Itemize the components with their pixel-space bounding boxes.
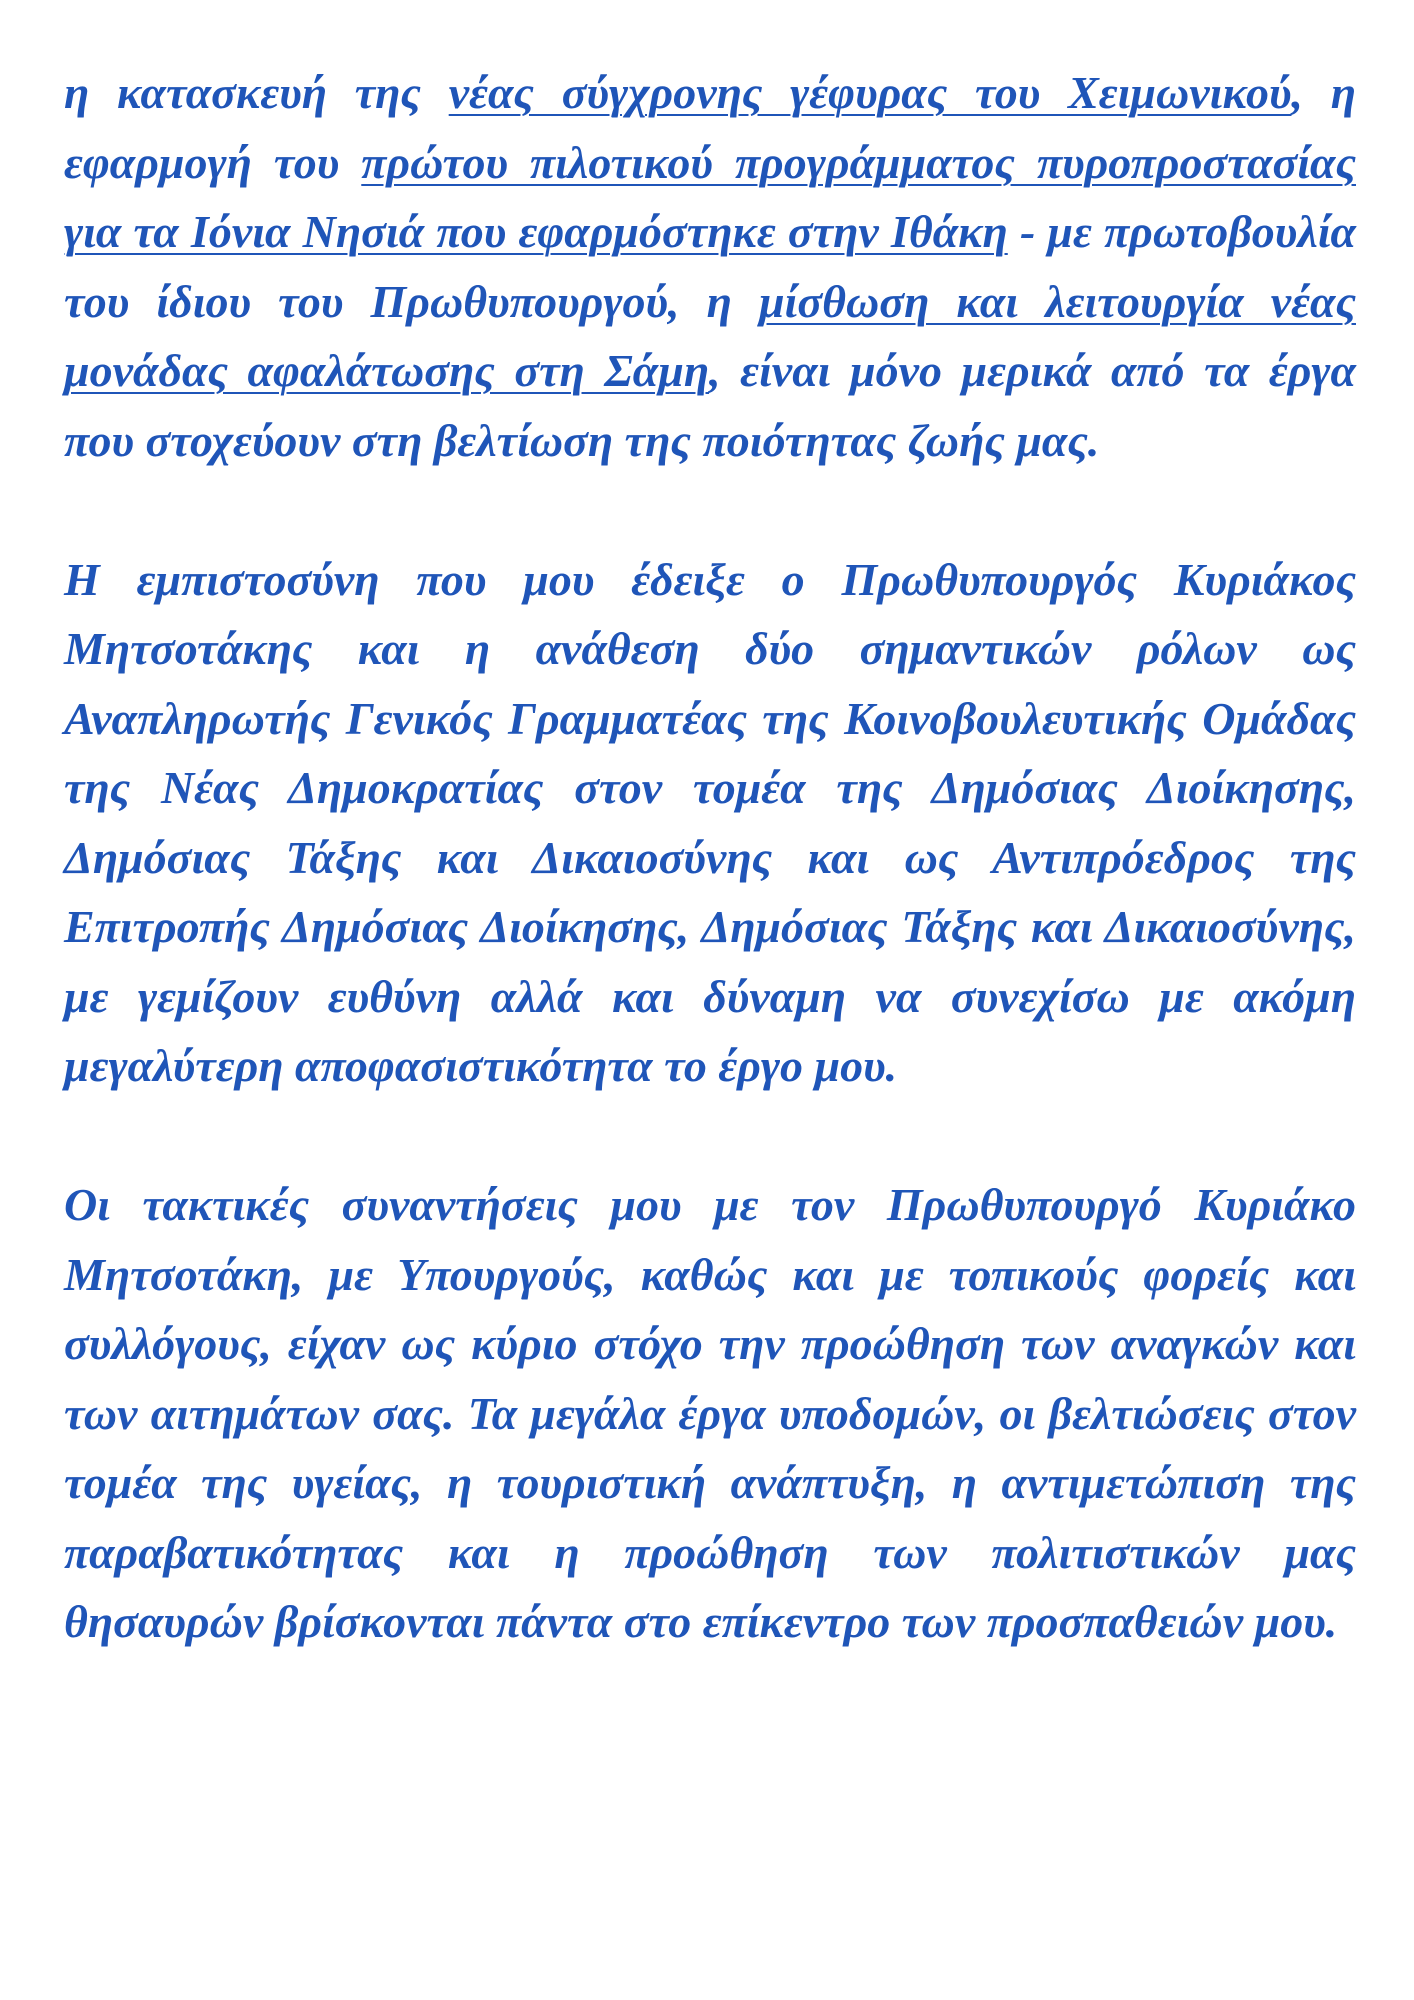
paragraph-projects [64,58,1356,475]
document-page [64,58,1356,1657]
paragraph-trust-roles: Η εμπιστοσύνη που μου έδειξε ο Πρωθυπουργός Κυριάκος Μητσοτάκης και η ανάθεση δύο σημαντικών ρόλων ως Αναπληρωτής Γενικός Γραμματέας της Κοινοβουλευτικής Ομάδας της Νέας Δημοκρατίας στον τομέα της Δημόσιας Διοίκησης, Δημόσιας Τάξης και Δικαιοσύνης και ως Αντιπρόεδρος της Επιτροπής Δημόσιας Διοίκησης, Δημόσιας Τάξης και Δικαιοσύνης, με γεμίζουν ευθύνη αλλά και δύναμη να συνεχίσω με ακόμη μεγαλύτερη αποφασιστικότητα το έργο μου. [64,553,1356,1091]
paragraph-spacer [64,1101,1356,1171]
paragraph-meetings: Οι τακτικές συναντήσεις μου με τον Πρωθυπουργό Κυριάκο Μητσοτάκη, με Υπουργούς, καθώς και με τοπικούς φορείς και συλλόγους, είχαν ως κύριο στόχο την προώθηση των αναγκών και των αιτημάτων σας. Τα μεγάλα έργα υποδομών, οι βελτιώσεις στον τομέα της υγείας, η τουριστική ανάπτυξη, η αντιμετώπιση της παραβατικότητας και η προώθηση των πολιτιστικών μας θησαυρών βρίσκονται πάντα στο επίκεντρο των προσπαθειών μου. [64,1179,1356,1647]
link-desalination-unit-samos[interactable]: μίσθωση και λειτουργία νέας μονάδας αφαλάτωσης στη Σάμη [64,275,1356,396]
link-fire-protection-program[interactable]: πρώτου πιλοτικού προγράμματος πυροπροστασίας για τα Ιόνια Νησιά που εφαρμόστηκε στην Ιθάκη [64,136,1356,257]
text-segment: , είναι μόνο μερικά από τα έργα που στοχεύουν στη βελτίωση της ποιότητας ζωής μας. [64,345,1356,466]
text-segment: - με πρωτοβουλία του ίδιου του Πρωθυπουργού, η [64,206,1356,327]
text-segment: , η εφαρμογή του [64,67,1356,188]
paragraph-spacer [64,475,1356,545]
text-segment: η κατασκευή της [64,67,449,118]
link-bridge-cheimoniko[interactable]: νέας σύγχρονης γέφυρας του Χειμωνικού [448,67,1292,118]
